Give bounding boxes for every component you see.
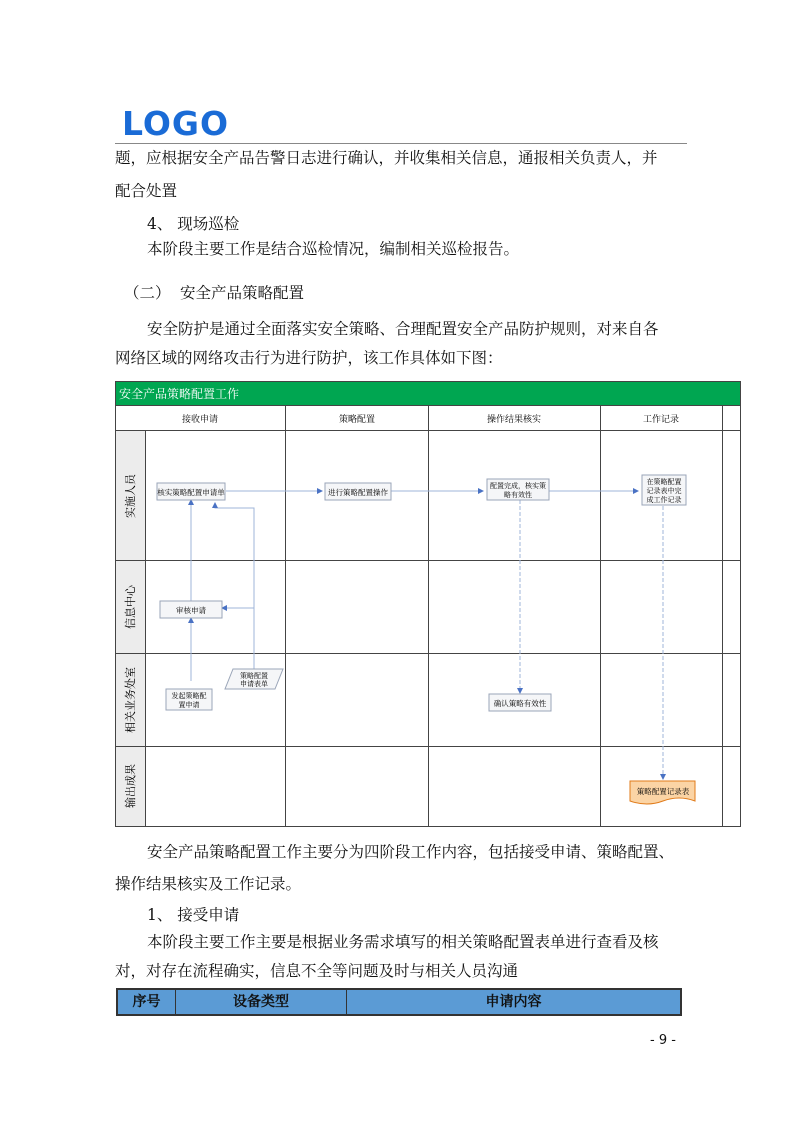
paragraph-2: 本阶段主要工作是结合巡检情况，编制相关巡检报告。: [147, 240, 520, 258]
paragraph-4-line-2: 操作结果核实及工作记录。: [115, 875, 302, 893]
node-confirm-label: 确认策略有效性: [493, 699, 547, 708]
column-header-verify: 操作结果核实: [486, 415, 542, 425]
flowchart-title: 安全产品策略配置工作: [119, 387, 240, 401]
node-do-config-label: 进行策略配置操作: [328, 488, 388, 497]
node-verify-form-label: 核实策略配置申请单: [157, 488, 225, 497]
paragraph-3-line-1: 安全防护是通过全面落实安全策略、合理配置安全产品防护规则，对来自各: [147, 320, 659, 338]
paragraph-1-line-1: 题，应根据安全产品告警日志进行确认，并收集相关信息，通报相关负责人，并: [115, 149, 658, 167]
column-header-record: 工作记录: [642, 415, 680, 425]
paragraph-5-line-1: 本阶段主要工作主要是根据业务需求填写的相关策略配置表单进行查看及核: [147, 933, 659, 951]
lane-label-business-dept: 相关业务处室: [124, 667, 137, 733]
column-header-receive: 接收申请: [181, 415, 219, 425]
table-header-request-content: 申请内容: [485, 994, 542, 1010]
node-record-label-3: 成工作记录: [646, 496, 682, 504]
flowchart: [115, 381, 741, 827]
section-number: （二）: [124, 284, 171, 302]
paragraph-1-line-2: 配合处置: [115, 182, 178, 200]
lane-label-info-center: 信息中心: [124, 585, 137, 629]
lane-label-implementer: 实施人员: [124, 474, 137, 518]
item-1-heading: 1、 接受申请: [147, 906, 240, 924]
node-initiate-label-2: 置申请: [178, 701, 200, 709]
column-header-config: 策略配置: [338, 415, 376, 425]
paragraph-4-line-1: 安全产品策略配置工作主要分为四阶段工作内容，包括接受申请、策略配置、: [147, 843, 675, 861]
lane-label-output: 输出成果: [124, 764, 137, 808]
node-record-label-2: 记录表中完: [646, 487, 682, 495]
node-config-done-label-1: 配置完成，核实策: [490, 482, 546, 490]
node-config-done-label-2: 略有效性: [504, 491, 532, 499]
header-rule: [115, 143, 687, 144]
table-header-row: [116, 988, 682, 1016]
node-form-doc-label-1: 策略配置: [240, 672, 268, 680]
node-record-label-1: 在策略配置: [646, 478, 682, 486]
page-number: - 9 -: [650, 1033, 676, 1048]
node-output-doc-label: 策略配置记录表: [636, 787, 690, 796]
flowchart-svg: [115, 381, 741, 827]
node-form-doc-label-2: 申请表单: [240, 680, 268, 688]
table-header-device-type: 设备类型: [176, 990, 347, 1014]
paragraph-3-line-2: 网络区域的网络攻击行为进行防护，该工作具体如下图：: [115, 349, 503, 367]
node-review-label: 审核申请: [176, 606, 206, 615]
section-title: 安全产品策略配置: [180, 284, 305, 302]
paragraph-5-line-2: 对，对存在流程确实，信息不全等问题及时与相关人员沟通: [115, 962, 519, 980]
logo: LOGO: [122, 104, 230, 143]
node-initiate-label-1: 发起策略配: [171, 692, 207, 700]
table-header-index: 序号: [118, 990, 176, 1014]
item-4-heading: 4、 现场巡检: [147, 215, 240, 233]
